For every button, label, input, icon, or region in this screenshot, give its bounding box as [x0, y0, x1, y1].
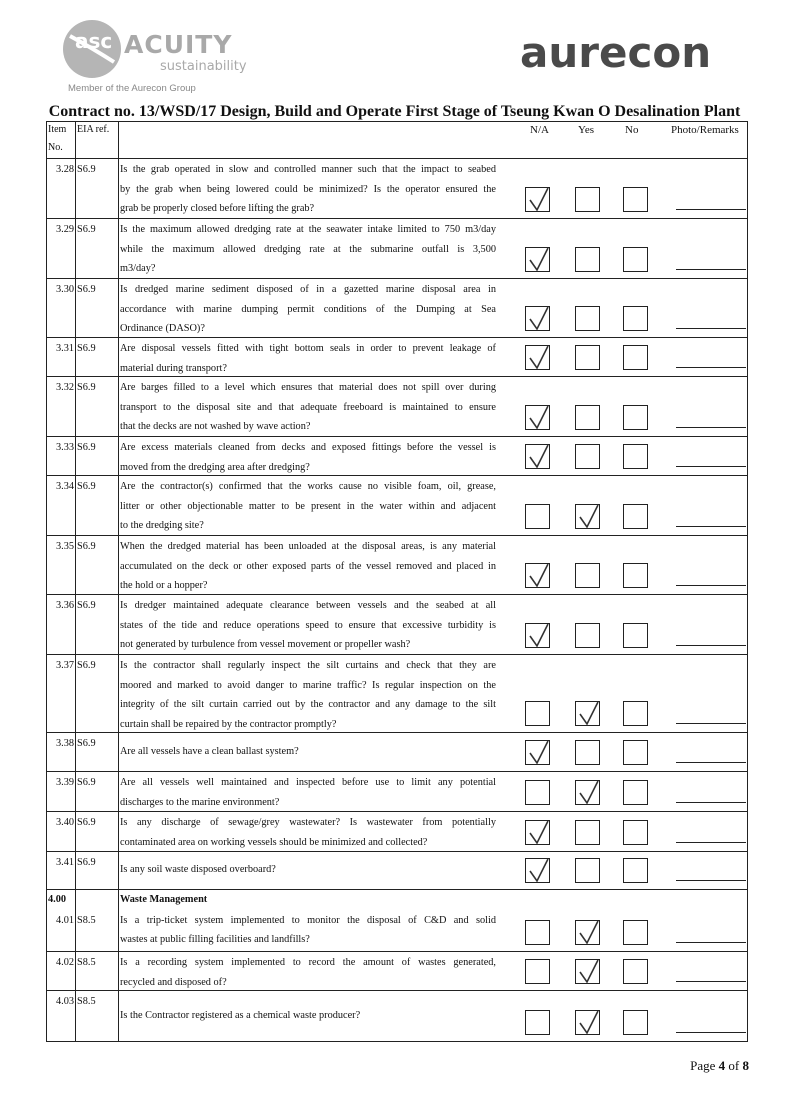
checkbox-yes[interactable] — [575, 740, 600, 765]
checkbox-na[interactable] — [525, 444, 550, 469]
checklist-question — [120, 220, 496, 279]
checkbox-no[interactable] — [623, 345, 648, 370]
question-line: Is a trip-ticket system implemented to monitor the disposal of C&D and solid — [120, 914, 496, 926]
checklist-question — [120, 911, 496, 950]
checkbox-no[interactable] — [623, 563, 648, 588]
remarks-line[interactable] — [676, 328, 746, 329]
checkbox-na[interactable] — [525, 405, 550, 430]
question-line: Is the Contractor registered as a chemical waste producer? — [120, 1009, 361, 1021]
item-number: 3.33 — [55, 442, 74, 453]
checklist-question — [120, 438, 496, 477]
remarks-line[interactable] — [676, 942, 746, 943]
checkbox-na[interactable] — [525, 623, 550, 648]
question-line: Is the grab operated in slow and controlled manner such that the impact to seabed — [120, 164, 496, 175]
checkbox-no[interactable] — [623, 1010, 648, 1035]
eia-reference: S6.9 — [77, 541, 96, 552]
remarks-line[interactable] — [676, 526, 746, 527]
aurecon-logo: aurecon — [520, 28, 712, 77]
question-line: Is a recording system implemented to record the amount of wastes generated, — [120, 957, 496, 968]
item-number: 3.41 — [55, 857, 74, 868]
col-remarks-label: Photo/Remarks — [671, 124, 739, 136]
eia-reference: S6.9 — [77, 164, 96, 175]
eia-reference: S6.9 — [77, 442, 96, 453]
col-no-answer-label: No — [625, 124, 639, 136]
eia-reference: S6.9 — [77, 660, 96, 671]
checkmark-icon — [577, 958, 601, 986]
remarks-line[interactable] — [676, 1032, 746, 1033]
remarks-line[interactable] — [676, 466, 746, 467]
checkbox-yes[interactable] — [575, 959, 600, 984]
checkbox-no[interactable] — [623, 740, 648, 765]
row-divider — [46, 951, 748, 952]
remarks-line[interactable] — [676, 842, 746, 843]
question-line: the hold or a hopper? — [120, 580, 208, 591]
section-number: 4.00 — [48, 894, 67, 905]
eia-reference: S6.9 — [77, 224, 96, 235]
checkbox-na[interactable] — [525, 247, 550, 272]
eia-reference: S6.9 — [77, 777, 96, 788]
section-title: Waste Management — [120, 894, 208, 905]
checkmark-icon — [577, 503, 601, 531]
eia-reference: S6.9 — [77, 284, 96, 295]
checkbox-na[interactable] — [525, 858, 550, 883]
checkbox-na[interactable] — [525, 345, 550, 370]
checkbox-na[interactable] — [525, 701, 550, 726]
question-line: Are barges filled to a level which ensures that material does not spill over during — [120, 382, 496, 393]
item-number: 3.36 — [55, 600, 74, 611]
checkbox-na[interactable] — [525, 563, 550, 588]
checkbox-na[interactable] — [525, 306, 550, 331]
acuity-name: ACUITY — [124, 30, 233, 59]
checkbox-na[interactable] — [525, 1010, 550, 1035]
item-number: 4.02 — [55, 957, 74, 968]
checklist-question — [120, 813, 496, 852]
checkmark-icon — [527, 344, 551, 372]
checkmark-icon — [577, 779, 601, 807]
question-line: Are all vessels have a clean ballast system? — [120, 745, 299, 757]
question-line: grab be properly closed before lifting the grab? — [120, 203, 315, 214]
checkbox-na[interactable] — [525, 504, 550, 529]
col-na-label: N/A — [530, 124, 549, 136]
column-divider — [75, 121, 76, 1042]
eia-reference: S6.9 — [77, 738, 96, 749]
checkbox-yes[interactable] — [575, 345, 600, 370]
checkbox-yes[interactable] — [575, 780, 600, 805]
eia-reference: S8.5 — [77, 996, 96, 1007]
remarks-line[interactable] — [676, 880, 746, 881]
question-line: by the grab when being lowered could be minimized? Is the operator ensured the — [120, 183, 496, 195]
checkmark-icon — [527, 857, 551, 885]
checklist-question — [120, 280, 496, 339]
question-line: Is any soil waste disposed overboard? — [120, 864, 276, 876]
question-line: Is any discharge of sewage/grey wastewater? Is wastewater from potentially — [120, 817, 496, 828]
remarks-line[interactable] — [676, 723, 746, 724]
question-line: not generated by turbulence from vessel movement or propeller wash? — [120, 639, 411, 650]
column-divider — [118, 121, 119, 1042]
item-number: 4.03 — [55, 996, 74, 1007]
checkbox-no[interactable] — [623, 405, 648, 430]
checkbox-no[interactable] — [623, 701, 648, 726]
item-number: 3.34 — [55, 481, 74, 492]
checkbox-na[interactable] — [525, 187, 550, 212]
checkmark-icon — [527, 819, 551, 847]
checkmark-icon — [577, 700, 601, 728]
checkbox-yes[interactable] — [575, 623, 600, 648]
col-eia-label: EIA ref. — [77, 124, 110, 135]
checkbox-no[interactable] — [623, 920, 648, 945]
checklist-question — [120, 860, 496, 880]
question-line: litter or other objectionable matter to be present in the water within and adjacent — [120, 500, 496, 512]
acuity-subtitle: sustainability — [160, 59, 247, 74]
remarks-line[interactable] — [676, 645, 746, 646]
checkmark-icon — [577, 919, 601, 947]
checklist-question — [120, 656, 496, 734]
acuity-mark-text: asc — [75, 29, 113, 53]
question-line: accordance with marine dumping permit conditions of the Dumping at Sea — [120, 303, 496, 315]
checkbox-yes[interactable] — [575, 920, 600, 945]
question-line: integrity of the silt curtain carried out by the contractor and any damage to the silt — [120, 699, 496, 710]
question-line: moored and marked to avoid danger to marine traffic? Is regular inspection on the — [120, 679, 496, 691]
question-line: states of the tide and reduce operations speed to ensure that excessive turbidity is — [120, 619, 496, 631]
checklist-question — [120, 477, 496, 536]
checkbox-yes[interactable] — [575, 306, 600, 331]
checkmark-icon — [527, 404, 551, 432]
checkbox-yes[interactable] — [575, 701, 600, 726]
question-line: Ordinance (DASO)? — [120, 323, 205, 334]
question-line: Are the contractor(s) confirmed that the works cause no visible foam, oil, grease, — [120, 481, 496, 492]
question-line: moved from the dredging area after dredging? — [120, 461, 310, 473]
table-border-top — [46, 121, 748, 122]
remarks-line[interactable] — [676, 367, 746, 368]
question-line: while the maximum allowed dredging rate at the submarine outfall is 3,500 — [120, 243, 496, 255]
checkmark-icon — [527, 305, 551, 333]
checkbox-yes[interactable] — [575, 444, 600, 469]
checkbox-no[interactable] — [623, 444, 648, 469]
item-number: 3.40 — [55, 817, 74, 828]
question-line: Are all vessels well maintained and inspected before use to limit any potential — [120, 777, 496, 788]
column-divider — [46, 121, 47, 1042]
eia-reference: S6.9 — [77, 382, 96, 393]
eia-reference: S6.9 — [77, 817, 96, 828]
checkmark-icon — [527, 443, 551, 471]
question-line: Are disposal vessels fitted with tight bottom seals in order to prevent leakage of — [120, 343, 496, 354]
question-line: Are excess materials cleaned from decks and exposed fittings before the vessel is — [120, 442, 496, 453]
checkbox-yes[interactable] — [575, 858, 600, 883]
item-number: 3.38 — [55, 738, 74, 749]
table-header-divider — [46, 158, 748, 159]
item-number: 3.32 — [55, 382, 74, 393]
question-line: to the dredging site? — [120, 520, 204, 531]
checkbox-yes[interactable] — [575, 820, 600, 845]
checkbox-yes[interactable] — [575, 504, 600, 529]
question-line: Is the contractor shall regularly inspect the silt curtains and check that they are — [120, 660, 496, 671]
checkmark-icon — [527, 186, 551, 214]
item-number: 3.31 — [55, 343, 74, 354]
checkbox-no[interactable] — [623, 820, 648, 845]
question-line: that the decks are not washed by wave action? — [120, 421, 311, 432]
checkbox-yes[interactable] — [575, 247, 600, 272]
remarks-line[interactable] — [676, 981, 746, 982]
checkbox-na[interactable] — [525, 959, 550, 984]
remarks-line[interactable] — [676, 269, 746, 270]
item-number: 3.29 — [55, 224, 74, 235]
eia-reference: S8.5 — [77, 914, 96, 926]
checkbox-no[interactable] — [623, 858, 648, 883]
remarks-line[interactable] — [676, 802, 746, 803]
acuity-member-note: Member of the Aurecon Group — [68, 83, 196, 94]
checklist-question — [120, 742, 496, 762]
question-line: Is dredged marine sediment disposed of in a gazetted marine disposal area in — [120, 284, 496, 295]
eia-reference: S6.9 — [77, 600, 96, 611]
column-divider — [747, 121, 748, 1042]
item-number: 3.39 — [55, 777, 74, 788]
acuity-mark-icon — [62, 18, 122, 80]
question-line: material during transport? — [120, 362, 227, 374]
checklist-question — [120, 378, 496, 437]
page-title: Contract no. 13/WSD/17 Design, Build and Operate First Stage of Tseung Kwan O Desalination Plant — [48, 103, 741, 120]
remarks-line[interactable] — [676, 585, 746, 586]
col-no-label: No. — [48, 142, 63, 153]
checkbox-yes[interactable] — [575, 405, 600, 430]
checklist-question — [120, 160, 496, 219]
eia-reference: S6.9 — [77, 857, 96, 868]
question-line: transport to the disposal site and that adequate freeboard is maintained to ensure — [120, 401, 496, 413]
eia-reference: S8.5 — [77, 957, 96, 968]
question-line: discharges to the marine environment? — [120, 796, 280, 808]
checkbox-na[interactable] — [525, 740, 550, 765]
checkbox-no[interactable] — [623, 623, 648, 648]
checkbox-na[interactable] — [525, 780, 550, 805]
question-line: accumulated on the deck or other exposed parts of the vessel removed and placed in — [120, 560, 496, 572]
checkmark-icon — [527, 562, 551, 590]
item-number: 4.01 — [55, 914, 74, 926]
item-number: 3.35 — [55, 541, 74, 552]
checkmark-icon — [527, 246, 551, 274]
remarks-line[interactable] — [676, 209, 746, 210]
eia-reference: S6.9 — [77, 481, 96, 492]
checklist-question — [120, 537, 496, 596]
col-item-label: Item — [48, 124, 67, 135]
checkbox-no[interactable] — [623, 959, 648, 984]
col-yes-label: Yes — [578, 124, 595, 136]
row-divider — [46, 1041, 748, 1042]
checkmark-icon — [527, 622, 551, 650]
question-line: wastes at public filling facilities and landfills? — [120, 934, 310, 945]
checkmark-icon — [527, 739, 551, 767]
checklist-question — [120, 953, 496, 992]
question-line: recycled and disposed of? — [120, 976, 227, 988]
checkmark-icon — [577, 1009, 601, 1037]
checkbox-na[interactable] — [525, 820, 550, 845]
checklist-question — [120, 339, 496, 378]
checkbox-no[interactable] — [623, 247, 648, 272]
remarks-line[interactable] — [676, 762, 746, 763]
remarks-line[interactable] — [676, 427, 746, 428]
page-number: Page 4 of 8 — [690, 1058, 749, 1073]
question-line: When the dredged material has been unloaded at the disposal areas, is any material — [120, 541, 496, 552]
checklist-question — [120, 773, 496, 812]
question-line: Is the maximum allowed dredging rate at the seawater intake limited to 750 m3/day — [120, 224, 496, 235]
question-line: curtain shall be repaired by the contractor promptly? — [120, 718, 337, 730]
checkbox-yes[interactable] — [575, 1010, 600, 1035]
checkbox-no[interactable] — [623, 306, 648, 331]
checkbox-na[interactable] — [525, 920, 550, 945]
checkbox-no[interactable] — [623, 504, 648, 529]
checkbox-yes[interactable] — [575, 187, 600, 212]
question-line: Is dredger maintained adequate clearance between vessels and the seabed at all — [120, 600, 496, 611]
checkbox-no[interactable] — [623, 187, 648, 212]
question-line: contaminated area on working vessels should be minimized and collected? — [120, 836, 428, 848]
checkbox-no[interactable] — [623, 780, 648, 805]
checklist-question — [120, 596, 496, 655]
item-number: 3.30 — [55, 284, 74, 295]
eia-reference: S6.9 — [77, 343, 96, 354]
item-number: 3.28 — [55, 164, 74, 175]
checkbox-yes[interactable] — [575, 563, 600, 588]
row-divider — [46, 771, 748, 772]
checklist-question — [120, 1006, 496, 1026]
question-line: m3/day? — [120, 263, 156, 274]
item-number: 3.37 — [55, 660, 74, 671]
